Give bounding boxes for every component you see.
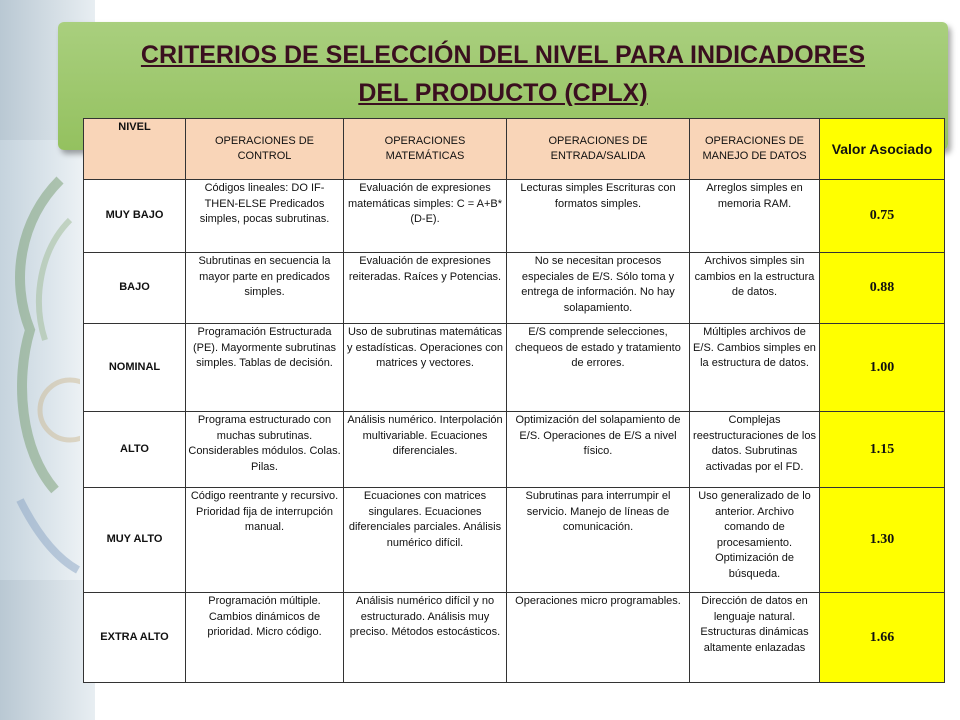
cell-valor: 1.66: [820, 593, 945, 683]
cell-manejo-datos: Archivos simples sin cambios en la estructura de datos.: [690, 253, 820, 324]
cell-entrada-salida: E/S comprende selecciones, chequeos de estado y tratamiento de errores.: [507, 324, 690, 412]
cell-manejo-datos: Uso generalizado de lo anterior. Archivo comando de procesamiento. Optimización de búsqueda.: [690, 488, 820, 593]
cell-control: Programa estructurado con muchas subrutinas. Considerables módulos. Colas. Pilas.: [186, 412, 344, 488]
header-manejo-datos: OPERACIONES DE MANEJO DE DATOS: [690, 119, 820, 180]
cell-entrada-salida: Subrutinas para interrumpir el servicio. Manejo de líneas de comunicación.: [507, 488, 690, 593]
cell-valor: 1.30: [820, 488, 945, 593]
title-line-1: CRITERIOS DE SELECCIÓN DEL NIVEL PARA INDICADORES: [140, 41, 866, 69]
header-nivel: NIVEL: [84, 119, 186, 180]
cell-manejo-datos: Dirección de datos en lenguaje natural. Estructuras dinámicas altamente enlazadas: [690, 593, 820, 683]
cell-control: Subrutinas en secuencia la mayor parte en predicados simples.: [186, 253, 344, 324]
cell-nivel: MUY ALTO: [84, 488, 186, 593]
cell-matematicas: Ecuaciones con matrices singulares. Ecuaciones diferenciales parciales. Análisis numérico difícil.: [344, 488, 507, 593]
cell-nivel: ALTO: [84, 412, 186, 488]
cell-entrada-salida: Operaciones micro programables.: [507, 593, 690, 683]
cell-nivel: BAJO: [84, 253, 186, 324]
emblem-watermark-icon: [0, 160, 80, 600]
header-matematicas: OPERACIONES MATEMÁTICAS: [344, 119, 507, 180]
table-header-row: [84, 119, 945, 180]
cell-entrada-salida: No se necesitan procesos especiales de E/S. Sólo toma y entrega de información. No hay solapamiento.: [507, 253, 690, 324]
table-row: [84, 412, 945, 488]
header-valor: Valor Asociado: [820, 119, 945, 180]
cell-manejo-datos: Múltiples archivos de E/S. Cambios simples en la estructura de datos.: [690, 324, 820, 412]
title-line-2: DEL PRODUCTO (CPLX): [358, 79, 648, 107]
header-control: OPERACIONES DE CONTROL: [186, 119, 344, 180]
cell-manejo-datos: Complejas reestructuraciones de los datos. Subrutinas activadas por el FD.: [690, 412, 820, 488]
cell-nivel: EXTRA ALTO: [84, 593, 186, 683]
table-row: [84, 253, 945, 324]
table-row: [84, 488, 945, 593]
cell-control: Programación múltiple. Cambios dinámicos de prioridad. Micro código.: [186, 593, 344, 683]
table-row: [84, 180, 945, 253]
cell-valor: 1.00: [820, 324, 945, 412]
table-row: [84, 593, 945, 683]
page-title: [58, 36, 948, 112]
cell-entrada-salida: Lecturas simples Escrituras con formatos simples.: [507, 180, 690, 253]
cell-nivel: NOMINAL: [84, 324, 186, 412]
criteria-table: [83, 118, 945, 683]
cell-manejo-datos: Arreglos simples en memoria RAM.: [690, 180, 820, 253]
cell-valor: 1.15: [820, 412, 945, 488]
cell-control: Código reentrante y recursivo. Prioridad fija de interrupción manual.: [186, 488, 344, 593]
table-row: [84, 324, 945, 412]
cell-matematicas: Análisis numérico. Interpolación multivariable. Ecuaciones diferenciales.: [344, 412, 507, 488]
cell-control: Códigos lineales: DO IF-THEN-ELSE Predicados simples, pocas subrutinas.: [186, 180, 344, 253]
header-entrada-salida: OPERACIONES DE ENTRADA/SALIDA: [507, 119, 690, 180]
background-band: [0, 580, 95, 720]
cell-valor: 0.75: [820, 180, 945, 253]
cell-matematicas: Uso de subrutinas matemáticas y estadísticas. Operaciones con matrices y vectores.: [344, 324, 507, 412]
cell-matematicas: Evaluación de expresiones matemáticas simples: C = A+B*(D-E).: [344, 180, 507, 253]
cell-valor: 0.88: [820, 253, 945, 324]
cell-control: Programación Estructurada (PE). Mayormente subrutinas simples. Tablas de decisión.: [186, 324, 344, 412]
cell-entrada-salida: Optimización del solapamiento de E/S. Operaciones de E/S a nivel físico.: [507, 412, 690, 488]
cell-matematicas: Evaluación de expresiones reiteradas. Raíces y Potencias.: [344, 253, 507, 324]
cell-matematicas: Análisis numérico difícil y no estructurado. Análisis muy preciso. Métodos estocásticos.: [344, 593, 507, 683]
cell-nivel: MUY BAJO: [84, 180, 186, 253]
